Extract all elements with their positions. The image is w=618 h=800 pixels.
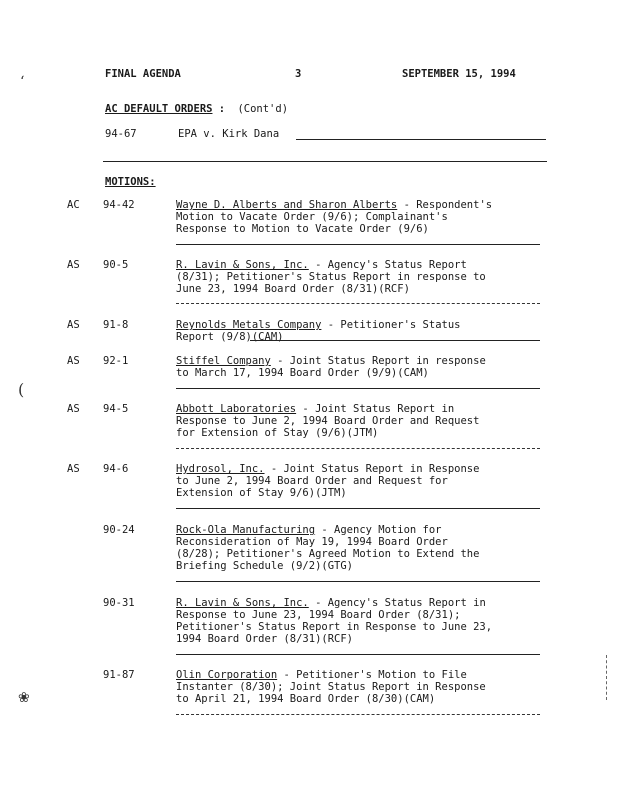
motion-line: Briefing Schedule (9/2)(GTG) <box>176 560 354 572</box>
motion-line: - Joint Status Report in <box>296 403 455 415</box>
motion-case-number: 94-5 <box>103 403 129 415</box>
ac-default-heading-text: AC DEFAULT ORDERS <box>105 103 213 115</box>
case-number: 94-67 <box>105 128 137 140</box>
motion-case-number: 90-31 <box>103 597 135 609</box>
motion-code: AS <box>67 319 80 331</box>
section-heading-motions: MOTIONS: <box>105 176 156 188</box>
scan-mark-top: ‘ <box>20 74 25 90</box>
motion-line: - Petitioner's Status <box>321 319 461 331</box>
scan-mark-middle: ( <box>18 380 25 399</box>
motion-line: - Joint Status Report in Response <box>264 463 480 475</box>
motion-divider <box>176 303 540 304</box>
ac-default-colon: : <box>218 103 226 115</box>
motion-case-number: 94-6 <box>103 463 129 475</box>
case-caption: EPA v. Kirk Dana <box>178 128 280 140</box>
motion-case-number: 91-8 <box>103 319 129 331</box>
motion-case-number: 90-5 <box>103 259 129 271</box>
motion-text <box>176 463 479 499</box>
motion-case-number: 92-1 <box>103 355 129 367</box>
section-divider <box>103 161 547 162</box>
agenda-title: FINAL AGENDA <box>105 68 181 80</box>
motion-text <box>176 403 479 439</box>
motion-case-number: 90-24 <box>103 524 135 536</box>
agenda-date: SEPTEMBER 15, 1994 <box>402 68 516 80</box>
motion-party: R. Lavin & Sons, Inc. <box>176 597 309 609</box>
motion-text <box>176 355 486 379</box>
motion-line: to March 17, 1994 Board Order (9/9)(CAM) <box>176 367 429 379</box>
motion-line: Response to June 2, 1994 Board Order and Request <box>176 415 480 427</box>
motion-line: 1994 Board Order (8/31)(RCF) <box>176 633 354 645</box>
motion-divider <box>250 340 540 341</box>
motion-divider <box>176 388 540 389</box>
motion-text <box>176 199 492 235</box>
motion-party: Hydrosol, Inc. <box>176 463 265 475</box>
motion-divider <box>176 244 540 245</box>
scan-edge-mark <box>606 655 608 700</box>
ac-default-contd: (Cont'd) <box>237 103 289 115</box>
motion-line: - Petitioner's Motion to File <box>277 669 467 681</box>
motion-line: Extension of Stay 9/6)(JTM) <box>176 487 347 499</box>
motion-text <box>176 259 486 295</box>
motion-line: Report (9/8)(CAM) <box>176 331 284 343</box>
motion-line: to April 21, 1994 Board Order (8/30)(CAM) <box>176 693 436 705</box>
motion-line: (8/31); Petitioner's Status Report in response to <box>176 271 486 283</box>
motion-line: Response to Motion to Vacate Order (9/6) <box>176 223 429 235</box>
motion-line: June 23, 1994 Board Order (8/31)(RCF) <box>176 283 410 295</box>
motion-party: Olin Corporation <box>176 669 278 681</box>
motion-party: R. Lavin & Sons, Inc. <box>176 259 309 271</box>
motion-case-number: 91-87 <box>103 669 135 681</box>
motion-line: Motion to Vacate Order (9/6); Complainant's <box>176 211 448 223</box>
motion-party: Reynolds Metals Company <box>176 319 322 331</box>
motion-line: for Extension of Stay (9/6)(JTM) <box>176 427 379 439</box>
motion-party: Wayne D. Alberts and Sharon Alberts <box>176 199 398 211</box>
motion-code: AC <box>67 199 80 211</box>
motion-party: Stiffel Company <box>176 355 271 367</box>
motion-case-number: 94-42 <box>103 199 135 211</box>
motion-code: AS <box>67 355 80 367</box>
section-heading-ac-default <box>105 103 288 115</box>
motion-line: - Joint Status Report in response <box>270 355 486 367</box>
motion-code: AS <box>67 259 80 271</box>
motion-line: Petitioner's Status Report in Response to June 23, <box>176 621 493 633</box>
motion-code: AS <box>67 403 80 415</box>
motion-line: - Respondent's <box>397 199 493 211</box>
motion-line: - Agency's Status Report <box>308 259 467 271</box>
motion-line: Response to June 23, 1994 Board Order (8/31); <box>176 609 461 621</box>
motion-line: - Agency's Status Report in <box>308 597 486 609</box>
motion-text <box>176 597 492 645</box>
motion-party: Abbott Laboratories <box>176 403 297 415</box>
motion-divider <box>176 654 540 655</box>
motion-divider <box>176 508 540 509</box>
motion-text <box>176 669 486 705</box>
signature-line <box>296 139 546 140</box>
motion-divider <box>176 581 540 582</box>
scan-mark-bottom: ❀ <box>18 690 30 706</box>
motion-line: - Agency Motion for <box>315 524 442 536</box>
motion-line: (8/28); Petitioner's Agreed Motion to Extend the <box>176 548 480 560</box>
motion-code: AS <box>67 463 80 475</box>
motion-line: to June 2, 1994 Board Order and Request for <box>176 475 448 487</box>
motion-party: Rock-Ola Manufacturing <box>176 524 316 536</box>
motion-line: Reconsideration of May 19, 1994 Board Order <box>176 536 448 548</box>
motion-text <box>176 524 479 572</box>
motion-line: Instanter (8/30); Joint Status Report in Response <box>176 681 486 693</box>
motion-divider <box>176 448 540 449</box>
motion-divider <box>176 714 540 715</box>
page-number: 3 <box>295 68 302 80</box>
